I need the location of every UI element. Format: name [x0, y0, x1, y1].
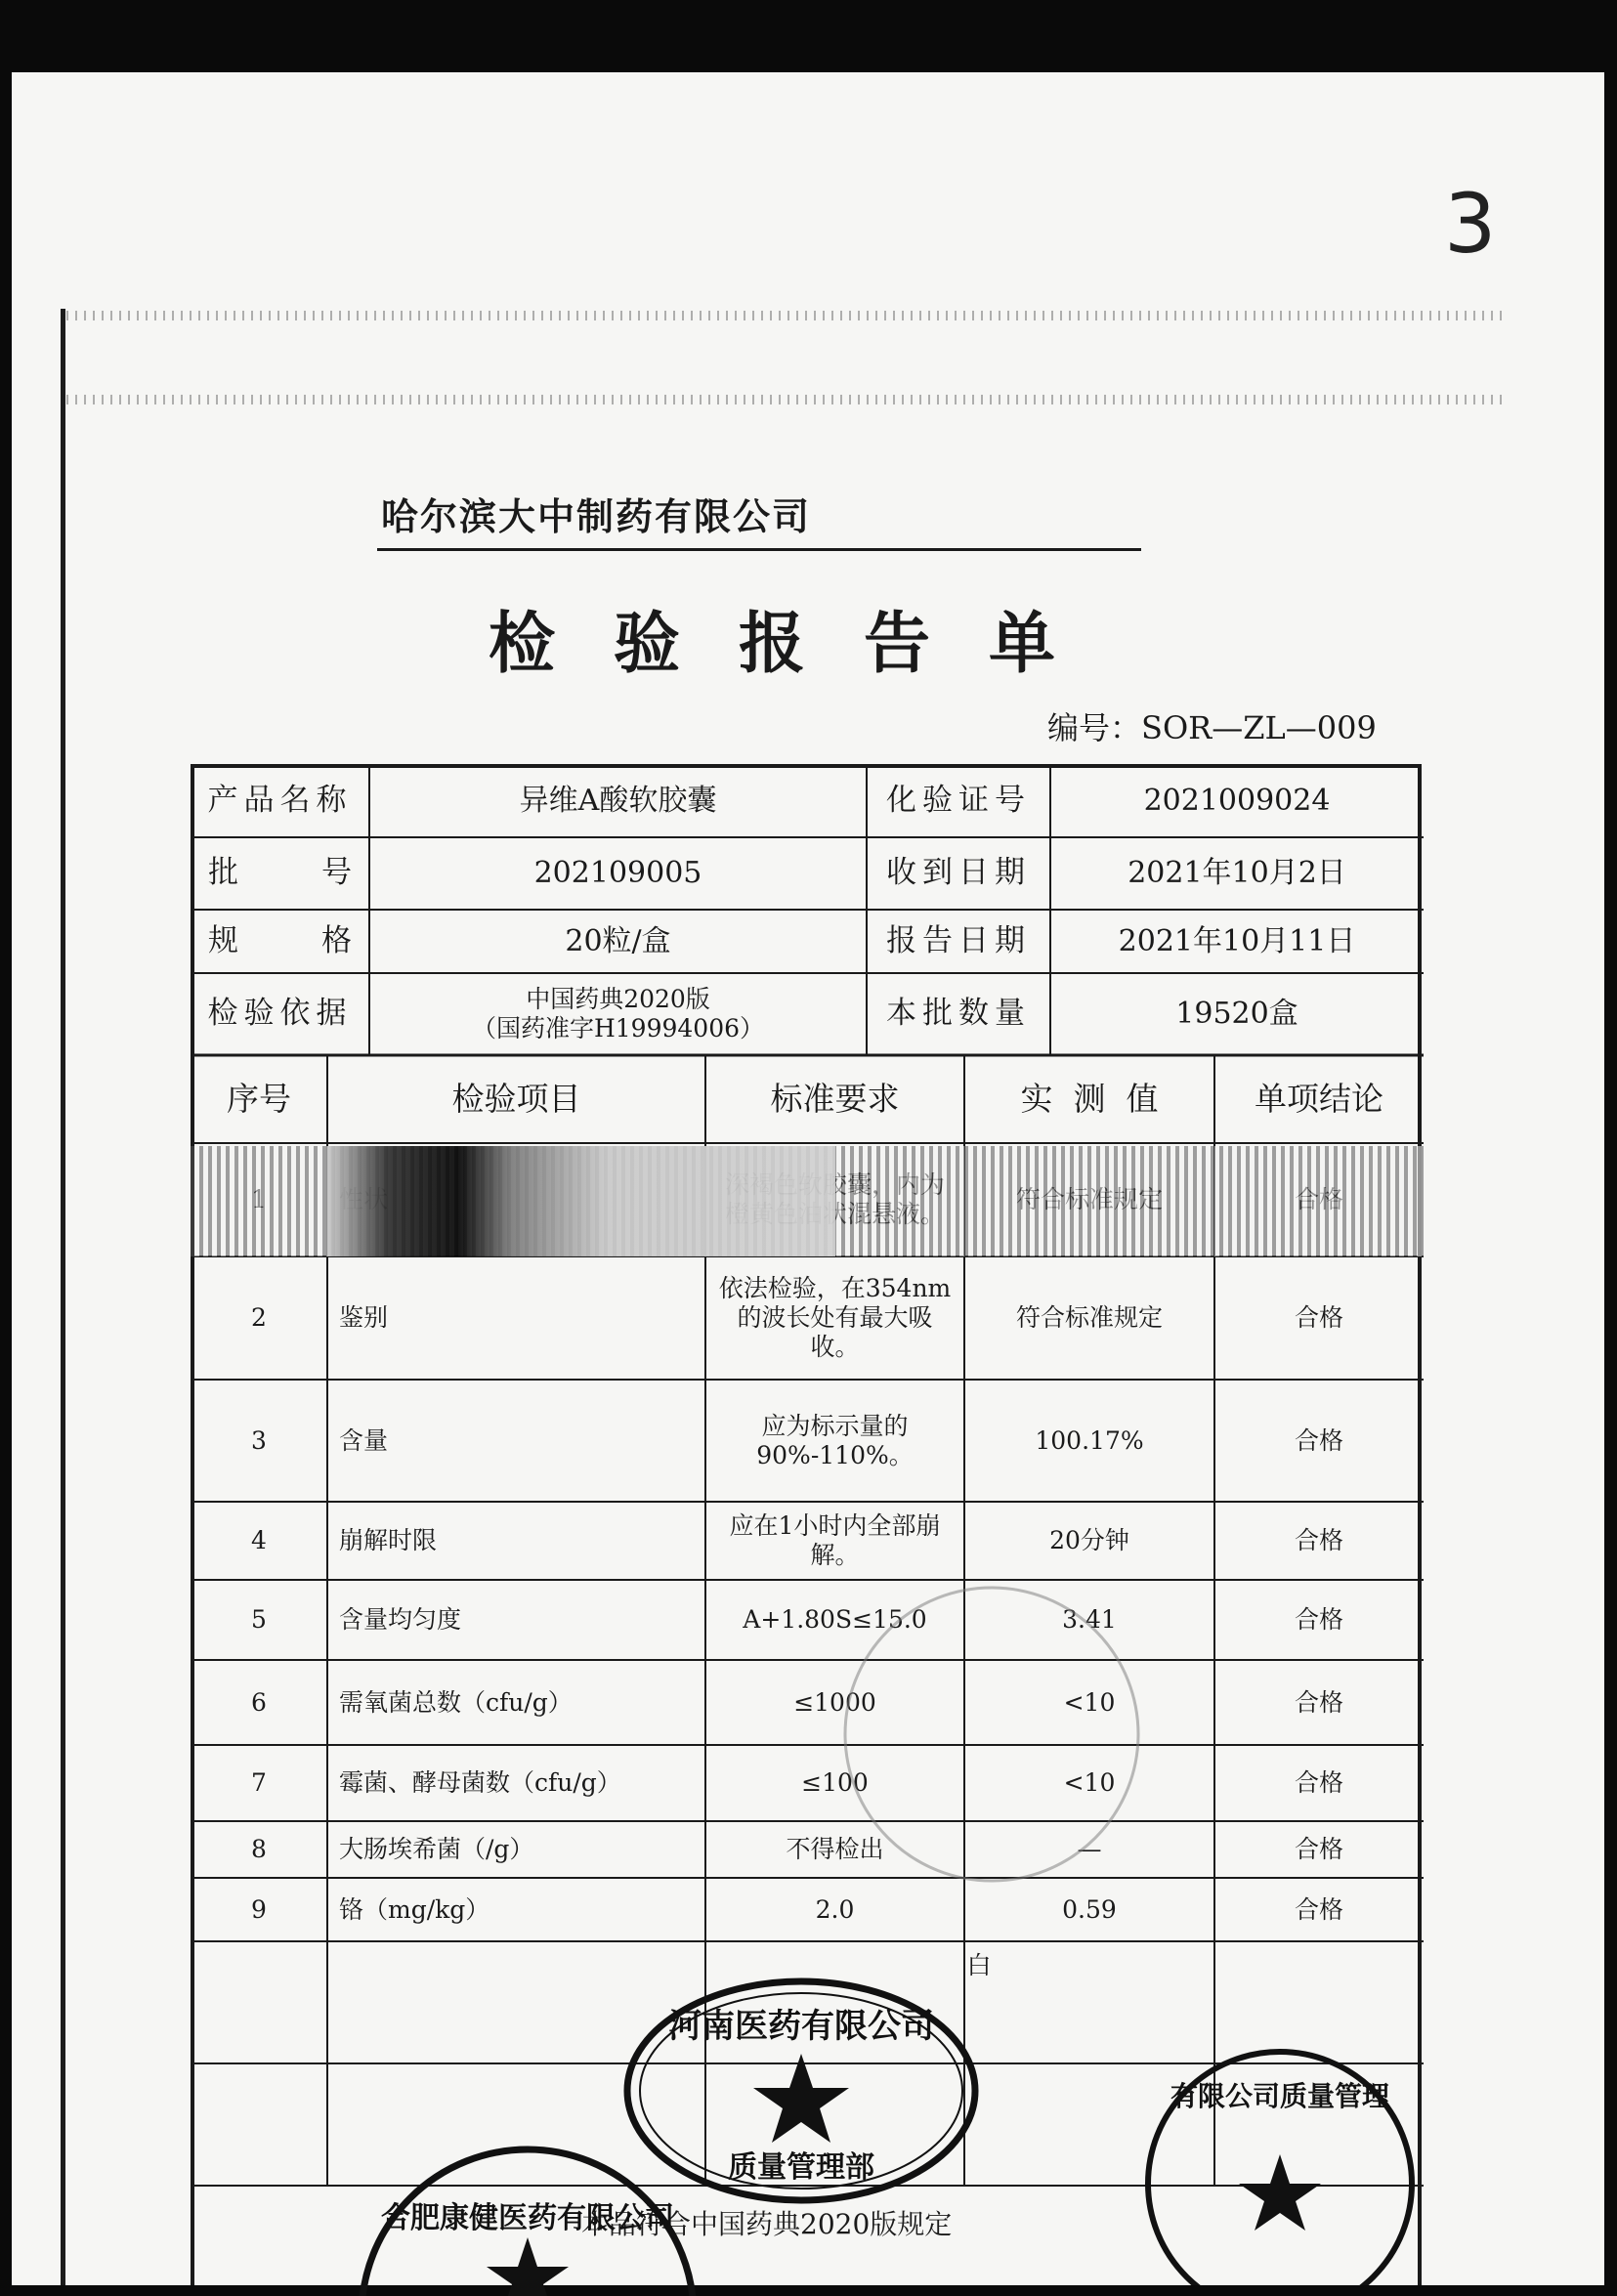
stamp-center-top [830, 1573, 1153, 1895]
product-name-label: 产品名称 [207, 782, 353, 818]
result-conclusion: 合格 [1294, 1526, 1343, 1554]
scan-artifact-band [66, 395, 1508, 404]
result-measured: 0.59 [1062, 1894, 1117, 1924]
received-date-label: 收到日期 [886, 855, 1031, 891]
result-standard: 应为标示量的90%-110%。 [756, 1411, 914, 1469]
result-standard: 2.0 [815, 1894, 855, 1924]
stamp-right [1133, 2037, 1426, 2285]
result-no: 4 [251, 1526, 267, 1554]
batch-no-label-part: 批 [208, 855, 238, 891]
result-conclusion: 合格 [1294, 1303, 1343, 1332]
cert-no-value: 2021009024 [1143, 783, 1331, 818]
result-item: 崩解时限 [339, 1526, 438, 1554]
result-item: 霉菌、酵母菌数（cfu/g） [339, 1768, 621, 1797]
result-no: 7 [251, 1768, 267, 1797]
result-standard: ≤1000 [793, 1687, 876, 1717]
result-standard: 依法检验，在354nm的波长处有最大吸收。 [718, 1274, 952, 1361]
cert-no-label: 化验证号 [886, 782, 1031, 818]
basis-label: 检验依据 [207, 996, 353, 1032]
result-item: 需氧菌总数（cfu/g） [339, 1687, 573, 1717]
result-no: 6 [251, 1687, 267, 1717]
spec-label-part: 格 [321, 922, 352, 958]
result-no: 5 [251, 1605, 267, 1634]
stamp-left-text: 合肥康健医药有限公司 [381, 2201, 674, 2235]
spec-label-part: 规 [208, 922, 238, 958]
bottom-conclusion-text: 本品符合中国药典2020版规定 [581, 2208, 953, 2241]
result-measured: 100.17% [1035, 1425, 1144, 1455]
result-conclusion: 合格 [1294, 1768, 1343, 1797]
result-standard: A+1.80S≤15.0 [743, 1605, 927, 1634]
quantity-value: 19520盒 [1175, 997, 1298, 1031]
result-conclusion: 合格 [1294, 1425, 1343, 1455]
spec-value: 20粒/盒 [565, 923, 671, 958]
report-date-value: 2021年10月11日 [1118, 923, 1356, 958]
result-item: 铬（mg/kg） [339, 1894, 490, 1924]
stamp-left [352, 2140, 703, 2296]
result-standard: 应在1小时内全部崩解。 [729, 1511, 941, 1569]
basis-line: 中国药典2020版 [526, 985, 710, 1013]
quantity-label: 本批数量 [886, 996, 1031, 1032]
result-item: 鉴别 [339, 1303, 389, 1332]
batch-no-label-part: 号 [321, 855, 352, 891]
header-conclusion: 单项结论 [1255, 1080, 1383, 1119]
result-item: 含量 [339, 1425, 389, 1455]
result-measured: 符合标准规定 [1015, 1303, 1163, 1332]
result-no: 3 [251, 1425, 267, 1455]
result-no: 2 [251, 1303, 267, 1332]
result-standard: ≤100 [801, 1768, 869, 1797]
blank-cell-char: 白 [966, 1951, 992, 1979]
result-measured: <10 [1063, 1687, 1116, 1717]
result-measured: 20分钟 [1049, 1526, 1129, 1554]
spec-label [191, 910, 369, 973]
company-name: 哈尔滨大中制药有限公司 [381, 495, 812, 538]
stamp-center-text: 河南医药有限公司 [668, 2007, 934, 2046]
header-item: 检验项目 [451, 1080, 581, 1119]
product-name-value: 异维A酸软胶囊 [519, 783, 717, 818]
result-measured: <10 [1063, 1768, 1116, 1797]
stamp-center-subtext: 质量管理部 [728, 2150, 874, 2185]
document-number-label: 编号： [1047, 709, 1142, 746]
received-date-value: 2021年10月2日 [1128, 856, 1346, 890]
title-underline [377, 548, 1141, 551]
left-margin-line [61, 309, 65, 2285]
result-conclusion: 合格 [1294, 1894, 1343, 1924]
result-measured: — [1077, 1835, 1102, 1863]
result-measured: 3.41 [1062, 1605, 1117, 1634]
document-number [1047, 703, 1377, 748]
result-conclusion: 合格 [1294, 1605, 1343, 1634]
header-no: 序号 [227, 1080, 291, 1119]
result-no: 8 [251, 1835, 267, 1863]
header-standard: 标准要求 [770, 1080, 900, 1119]
page-number: 3 [1444, 176, 1497, 272]
document-number-value: SOR—ZL—009 [1141, 709, 1377, 746]
result-no: 9 [251, 1894, 267, 1924]
report-date-label: 报告日期 [886, 922, 1031, 958]
result-conclusion: 合格 [1294, 1835, 1343, 1863]
result-item: 含量均匀度 [339, 1605, 462, 1634]
redacted-barcode-region [191, 1146, 1424, 1256]
header-measured: 实 测 值 [1020, 1080, 1159, 1119]
result-item: 大肠埃希菌（/g） [339, 1835, 534, 1863]
result-standard: 不得检出 [786, 1835, 884, 1863]
batch-no-label [191, 837, 369, 910]
scan-artifact-band [66, 311, 1508, 320]
stamp-right-text: 有限公司质量管理 [1170, 2080, 1390, 2112]
batch-no-value: 202109005 [533, 856, 702, 890]
basis-value [369, 973, 867, 1055]
result-conclusion: 合格 [1294, 1687, 1343, 1717]
document-title: 检验报告单 [489, 606, 1115, 683]
basis-line: （国药准字H19994006） [471, 1014, 765, 1042]
